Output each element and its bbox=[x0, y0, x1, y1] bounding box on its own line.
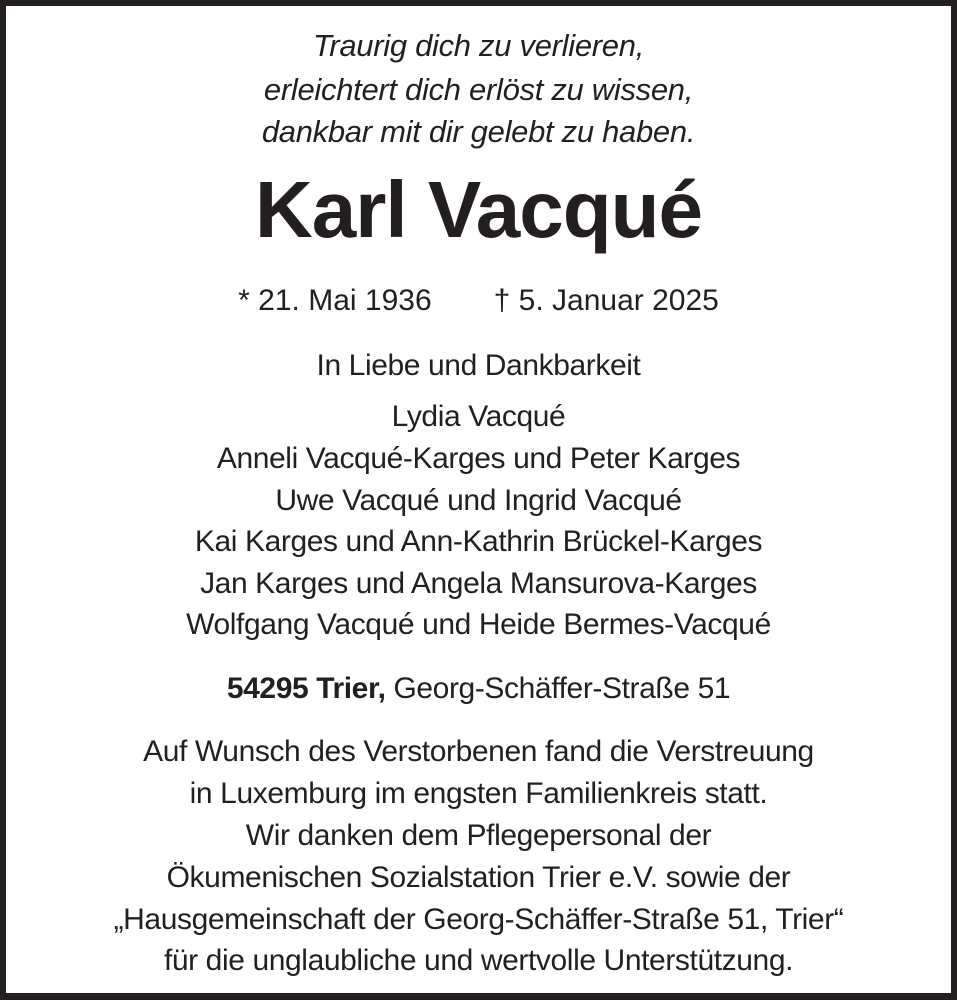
mourner: Wolfgang Vacqué und Heide Bermes-Vacqué bbox=[186, 608, 771, 641]
address bbox=[6, 672, 951, 706]
address-city: 54295 Trier, bbox=[226, 672, 386, 705]
closing-line: Ökumenischen Sozialstation Trier e.V. sowie der bbox=[166, 861, 791, 894]
life-dates bbox=[6, 284, 951, 318]
motto-line: Traurig dich zu verlieren, bbox=[312, 28, 645, 63]
closing-line: Auf Wunsch des Verstorbenen fand die Verstreuung bbox=[143, 735, 814, 768]
mourner: Uwe Vacqué und Ingrid Vacqué bbox=[275, 484, 682, 517]
dedication: In Liebe und Dankbarkeit bbox=[316, 349, 641, 382]
closing-line: für die unglaubliche und wertvolle Unterstützung. bbox=[163, 944, 794, 977]
birth-date: * 21. Mai 1936 bbox=[238, 284, 432, 317]
closing-line: Wir danken dem Pflegepersonal der bbox=[245, 819, 712, 852]
death-date: † 5. Januar 2025 bbox=[493, 284, 719, 317]
address-street: Georg-Schäffer-Straße 51 bbox=[385, 672, 731, 705]
mourner: Jan Karges und Angela Mansurova-Karges bbox=[200, 567, 757, 600]
motto-line: dankbar mit dir gelebt zu haben. bbox=[261, 114, 696, 149]
mourner: Kai Karges und Ann-Kathrin Brückel-Karges bbox=[194, 525, 763, 558]
closing-line: „Hausgemeinschaft der Georg-Schäffer-Straße 51, Trier“ bbox=[113, 903, 844, 936]
mourner: Anneli Vacqué-Karges und Peter Karges bbox=[216, 442, 741, 475]
deceased-name: Karl Vacqué bbox=[254, 165, 702, 254]
closing-line: in Luxemburg im engsten Familienkreis statt. bbox=[189, 777, 768, 810]
motto-line: erleichtert dich erlöst zu wissen, bbox=[263, 72, 694, 107]
mourner: Lydia Vacqué bbox=[391, 400, 566, 433]
